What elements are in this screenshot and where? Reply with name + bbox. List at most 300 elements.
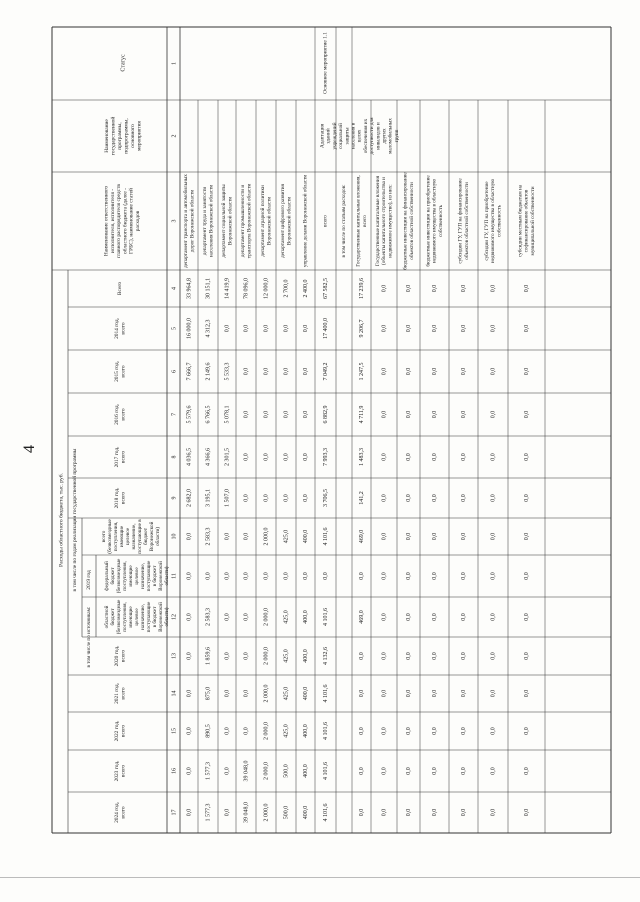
column-number: 4 — [171, 287, 178, 290]
cell-value: 7 993,3 — [322, 448, 329, 466]
cell-value: 67 582,5 — [322, 278, 329, 299]
header-2019-regional-line: имеющие — [128, 606, 135, 628]
cell-value: 0,0 — [460, 727, 467, 735]
row-responsible-line: населения Воронежской области — [208, 184, 215, 258]
header-program-name-line: основного — [129, 124, 136, 148]
header-y2023-line: 2023 год, — [113, 760, 120, 782]
header-total — [117, 282, 123, 296]
header-y2014 — [114, 317, 127, 338]
cell-value: 30 151,1 — [205, 278, 212, 299]
cell-value: 0,0 — [381, 767, 388, 775]
header-y2020-line: 2020 год, — [113, 645, 120, 667]
cell-value: 0,0 — [490, 767, 497, 775]
cell-value: 0,0 — [405, 808, 412, 817]
cell-value: 0,0 — [243, 613, 250, 621]
header-y2018 — [114, 487, 127, 508]
cell-value: 0,0 — [224, 613, 231, 621]
row-program-name-line: населения в — [350, 122, 357, 150]
header-2019-federal-line: области) — [164, 566, 171, 586]
header-2019-federal-line: поступления, — [122, 561, 129, 591]
row-responsible-line: субсидии ГУ, ГУП на финансирование — [457, 178, 464, 264]
header-y2020 — [114, 645, 127, 666]
row-responsible-line: в том числе по статьям расходов: — [341, 184, 348, 258]
cell-value: 0,0 — [186, 689, 193, 698]
cell-value: 0,0 — [490, 324, 497, 333]
cell-value: 2 700,0 — [283, 279, 290, 298]
header-2019-federal-line: назначение, — [140, 562, 147, 590]
cell-value: 0,0 — [283, 453, 290, 461]
page-number: 4 — [21, 445, 38, 453]
cell-value: 0,0 — [523, 689, 530, 698]
cell-value: 14 419,9 — [224, 278, 231, 299]
cell-value: 0,0 — [490, 808, 497, 817]
cell-value: 0,0 — [243, 453, 250, 461]
cell-value: 0,0 — [405, 453, 412, 461]
header-y2017 — [114, 446, 127, 467]
cell-value: 0,0 — [490, 367, 497, 376]
row-responsible-line: департамент труда и занятости — [202, 186, 209, 256]
header-status-line: Статус — [120, 54, 127, 72]
row-responsible-line: собственность — [496, 204, 503, 238]
header-2019-federal-line: поступающие — [146, 560, 153, 592]
cell-value: 0,0 — [405, 572, 412, 580]
cell-value: 0,0 — [405, 652, 412, 660]
cell-value: 0,0 — [283, 410, 290, 419]
row-program-name-line: Адаптация — [319, 124, 326, 148]
row-responsible — [402, 172, 415, 270]
header-responsible — [103, 184, 141, 258]
cell-value: 0,0 — [381, 613, 388, 621]
column-number: 14 — [171, 690, 178, 697]
cell-value: 400,0 — [302, 805, 309, 820]
cell-value: 0,0 — [322, 572, 329, 580]
cell-value: 0,0 — [431, 689, 438, 698]
cell-value: 0,0 — [381, 532, 388, 541]
header-2019-regional-line: поступления, — [122, 602, 129, 632]
header-y2014-line: 2014 год, — [113, 318, 120, 339]
cell-value: 6 882,9 — [322, 405, 329, 424]
cell-value: 400,0 — [302, 764, 309, 778]
header-y2017-line: 2017 год, — [113, 446, 120, 468]
row-responsible-line: всего — [322, 215, 329, 227]
column-number: 2 — [171, 134, 178, 138]
header-y2018-line: всего — [120, 491, 127, 505]
cell-value: 0,0 — [460, 494, 467, 502]
cell-value: 3 195,1 — [205, 489, 212, 507]
cell-value: 0,0 — [460, 572, 467, 580]
cell-value: 4 312,3 — [205, 319, 212, 338]
cell-value: 0,0 — [490, 727, 497, 735]
cell-value: 0,0 — [224, 689, 231, 698]
cell-value: 141,2 — [358, 491, 365, 505]
row-responsible-line: субсидии ГУ, ГУП на приобретение — [483, 181, 490, 261]
row-responsible-line: департамент аграрной политики — [260, 185, 267, 257]
row-responsible — [483, 179, 502, 263]
row-responsible-line: Государственные капитальные вложения — [374, 175, 381, 267]
header-y2015 — [114, 360, 127, 381]
cell-value: 0,0 — [224, 532, 231, 541]
header-program-name-line: государственной — [110, 116, 117, 156]
row-responsible — [202, 185, 214, 257]
header-2019-total-line: поступления, — [113, 521, 120, 552]
header-responsible-line: главного распорядителя средств — [116, 184, 123, 258]
cell-value: 0,0 — [186, 532, 193, 541]
row-responsible — [279, 184, 292, 258]
row-responsible-line: департамент промышленности и — [240, 184, 247, 258]
cell-value: 0,0 — [490, 613, 497, 621]
header-y2023-line: всего — [120, 764, 127, 778]
header-y2021-line: 2021 год, — [113, 683, 120, 704]
cell-value: 4 101,6 — [322, 608, 329, 626]
column-number: 1 — [171, 62, 178, 65]
row-responsible-line: Воронежской области — [266, 196, 273, 246]
row-responsible — [259, 185, 272, 257]
cell-value: 0,0 — [381, 652, 388, 660]
row-responsible-line: департамент социальной защиты — [221, 184, 228, 258]
cell-value: 2 000,0 — [263, 762, 270, 780]
cell-value: 0,0 — [523, 808, 530, 817]
cell-value: 1 577,3 — [205, 762, 212, 780]
header-y2016 — [114, 403, 127, 424]
cell-value: 5 078,1 — [224, 405, 231, 424]
cell-value: 0,0 — [460, 808, 467, 817]
header-y2024-line: 2024 год, — [113, 802, 120, 823]
cell-value: 469,0 — [358, 529, 365, 544]
header-2019-regional-line: Воронежской — [158, 602, 165, 632]
row-program-name-line: защиты — [344, 127, 351, 145]
cell-value: 0,0 — [405, 324, 412, 333]
cell-value: 500,0 — [283, 805, 290, 820]
cell-value: 0,0 — [523, 367, 530, 376]
row-responsible-line: софинансирование объектов — [523, 189, 530, 253]
column-number: 16 — [171, 768, 178, 774]
row-responsible — [240, 184, 252, 259]
cell-value: 0,0 — [186, 808, 193, 817]
cell-value: 0,0 — [224, 727, 231, 735]
row-responsible — [356, 175, 368, 266]
cell-value: 0,0 — [381, 410, 388, 419]
cell-value: 400,0 — [302, 610, 309, 624]
cell-value: 0,0 — [431, 532, 438, 541]
row-program-name-line: целях — [356, 129, 363, 143]
header-2019-federal-line: бюджет — [110, 567, 117, 585]
header-2019-total-line: назначение, — [131, 523, 138, 550]
cell-value: 0,0 — [460, 652, 467, 660]
cell-value: 0,0 — [243, 652, 250, 660]
column-number: 13 — [171, 653, 178, 659]
row-responsible-line: недвижимого имущества в областную — [431, 178, 438, 264]
header-responsible-line: областного бюджета (далее - — [122, 188, 129, 254]
row-responsible — [323, 215, 329, 227]
cell-value: 0,0 — [523, 410, 530, 419]
cell-value: 5 533,3 — [224, 362, 231, 381]
cell-value: 4 366,6 — [205, 448, 212, 466]
cell-value: 875,0 — [205, 686, 212, 701]
cell-value: 0,0 — [405, 689, 412, 698]
cell-value: 1 859,6 — [205, 647, 212, 665]
row-responsible-line: бюджетные инвестиции на финансирование — [402, 172, 409, 270]
cell-value: 0,0 — [263, 572, 270, 580]
cell-value: 0,0 — [490, 410, 497, 419]
cell-value: 0,0 — [490, 572, 497, 580]
cell-value: 0,0 — [381, 367, 388, 376]
cell-value: 4 101,6 — [322, 527, 329, 546]
cell-value: 1 507,0 — [224, 489, 231, 507]
header-2019-total-line: имеющие — [119, 525, 126, 548]
cell-value: 2 149,6 — [205, 362, 212, 381]
cell-value: 0,0 — [460, 689, 467, 698]
row-responsible — [516, 184, 535, 257]
cell-value: 2 000,0 — [263, 684, 270, 703]
cell-value: 0,0 — [523, 613, 530, 621]
cell-value: 2 682,0 — [186, 489, 193, 507]
row-program-name — [319, 117, 399, 155]
cell-value: 0,0 — [243, 324, 250, 333]
header-status — [120, 54, 126, 72]
cell-value: 0,0 — [358, 572, 365, 580]
cell-value: 4 101,6 — [322, 803, 329, 822]
row-responsible-line: собственность — [437, 204, 444, 238]
cell-value: 0,0 — [490, 532, 497, 541]
cell-value: 0,0 — [302, 367, 309, 376]
row-responsible-line: субсидии местным бюджетам на — [517, 184, 524, 258]
row-responsible-line: Воронежской области — [286, 196, 293, 246]
cell-value: 0,0 — [405, 367, 412, 376]
cell-value: 4 036,5 — [186, 448, 193, 466]
column-number: 9 — [171, 496, 178, 500]
cell-value: 400,0 — [302, 649, 309, 663]
row-responsible — [424, 175, 443, 267]
cell-value: 0,0 — [302, 453, 309, 461]
row-responsible-line: департамент цифрового развития — [280, 184, 287, 258]
row-program-name-line: учреждений — [331, 122, 338, 150]
cell-value: 0,0 — [523, 284, 530, 293]
header-program-name-line: Наименование — [103, 119, 110, 153]
cell-value: 0,0 — [460, 767, 467, 775]
row-responsible-line: транспорта Воронежской области — [246, 183, 253, 259]
header-responsible-line: Наименование ответственного — [103, 185, 110, 257]
cell-value: 0,0 — [460, 367, 467, 376]
header-2019-regional-line: в бюджет — [152, 606, 159, 628]
cell-value: 0,0 — [358, 808, 365, 817]
header-y2021-line: всего — [120, 687, 127, 700]
cell-value: 4 101,6 — [322, 722, 329, 740]
cell-value: 1 577,3 — [205, 803, 212, 822]
header-2019-total-line: бюджет — [143, 528, 150, 545]
cell-value: 4 132,6 — [322, 647, 329, 665]
header-y2016-line: 2016 год, — [113, 404, 120, 425]
cell-value: 7 666,7 — [186, 362, 193, 381]
cell-value: 500,0 — [283, 764, 290, 778]
cell-value: 0,0 — [224, 652, 231, 660]
cell-value: 0,0 — [431, 453, 438, 461]
cell-value: 4 101,6 — [322, 762, 329, 780]
cell-value: 0,0 — [405, 767, 412, 775]
cell-value: 0,0 — [460, 453, 467, 461]
row-program-name-line: других — [381, 128, 388, 144]
cell-value: 0,0 — [243, 410, 250, 419]
column-number: 3 — [171, 219, 178, 223]
row-program-name-line: обеспечения их — [362, 118, 369, 154]
header-y2020-line: всего — [120, 649, 127, 663]
header-responsible-line: ГРБС), наименование статей — [128, 188, 135, 254]
row-program-name-line: групп — [393, 129, 400, 143]
cell-value: 2 301,5 — [224, 448, 231, 466]
column-number: 8 — [171, 455, 178, 459]
row-responsible — [182, 174, 195, 268]
row-responsible-line: муниципальной собственности — [529, 186, 536, 256]
header-2019-federal-line: целевое — [134, 567, 141, 585]
cell-value: 0,0 — [431, 494, 438, 502]
cell-value: 425,0 — [283, 529, 290, 544]
cell-value: 12 000,0 — [263, 278, 270, 299]
row-program-name-line: зданий — [325, 128, 332, 144]
header-2019-federal-line: федеральный — [104, 561, 111, 591]
cell-value: 0,0 — [186, 572, 193, 580]
column-number: 17 — [171, 809, 178, 816]
row-program-name-line: социальной — [338, 123, 345, 149]
cell-value: 0,0 — [523, 494, 530, 502]
row-responsible-line: объектов областной собственности — [463, 182, 470, 260]
header-y2023 — [114, 760, 127, 781]
cell-value: 0,0 — [205, 572, 212, 580]
cell-value: 0,0 — [243, 727, 250, 735]
header-y2022-line: всего — [120, 724, 127, 738]
cell-value: 0,0 — [460, 532, 467, 541]
cell-value: 0,0 — [283, 367, 290, 376]
cell-value: 2 000,0 — [263, 803, 270, 822]
header-y2024 — [114, 801, 127, 822]
column-number: 7 — [171, 413, 178, 416]
cell-value: 0,0 — [243, 572, 250, 580]
header-2019-total-line: поступающие в — [137, 519, 144, 554]
header-2019-total-line: целевое — [125, 527, 132, 546]
cell-value: 3 706,5 — [322, 489, 329, 507]
cell-value: 0,0 — [381, 284, 388, 293]
cell-value: 1 483,3 — [358, 448, 365, 466]
cell-value: 39 048,0 — [243, 802, 250, 823]
cell-value: 2 000,0 — [263, 608, 270, 626]
header-2019-total-line: (безвозмездные — [107, 519, 114, 554]
cell-value: 0,0 — [358, 689, 365, 698]
cell-value: 2 000,0 — [263, 647, 270, 665]
header-y2015-line: всего — [120, 365, 127, 378]
cell-value: 78 096,0 — [243, 278, 250, 299]
row-responsible-line: департамент транспорта и автомобильных — [183, 174, 190, 268]
cell-value: 17 239,6 — [358, 278, 365, 299]
year-2019-header: 2019 год — [86, 570, 93, 590]
column-number: 11 — [171, 573, 178, 579]
header-y2015-line: 2015 год, — [113, 361, 120, 382]
cell-value: 400,0 — [302, 724, 309, 738]
cell-value: 0,0 — [243, 494, 250, 502]
row-responsible — [341, 184, 347, 258]
header-2019-regional-line: назначение, — [140, 603, 147, 631]
row-status-line: Основное мероприятие 1.1 — [322, 32, 329, 94]
cell-value: 0,0 — [523, 652, 530, 660]
row-program-name-line: инвалидов и — [375, 122, 382, 150]
cell-value: 0,0 — [490, 652, 497, 660]
cell-value: 0,0 — [358, 767, 365, 775]
cell-value: 0,0 — [263, 410, 270, 419]
header-responsible-line: исполнителя, исполнителя - — [109, 188, 116, 254]
header-2019-federal-line: Воронежской — [158, 561, 165, 591]
header-y2022 — [114, 720, 127, 741]
cell-value: 2 400,0 — [302, 279, 309, 298]
header-y2021 — [114, 682, 127, 703]
cell-value: 0,0 — [431, 808, 438, 817]
cell-value: 0,0 — [224, 767, 231, 775]
header-2019-total-line: Воронежской — [149, 521, 156, 552]
header-program-name-line: программы, — [116, 122, 123, 150]
header-2019-federal-line: в бюджет — [152, 565, 159, 587]
header-y2014-line: всего — [120, 322, 127, 335]
cell-value: 0,0 — [381, 453, 388, 461]
header-y2017-line: всего — [120, 450, 127, 464]
header-y2016-line: всего — [120, 408, 127, 421]
row-responsible-line: управление делами Воронежской области — [302, 174, 309, 268]
row-responsible-line: (объекты капитального строительства и — [381, 177, 388, 265]
row-responsible-line: недвижимого имущества в областную — [490, 178, 497, 264]
column-number: 15 — [171, 728, 178, 734]
cell-value: 0,0 — [381, 808, 388, 817]
cell-value: 0,0 — [243, 532, 250, 541]
cell-value: 0,0 — [186, 652, 193, 660]
cell-value: 0,0 — [431, 324, 438, 333]
cell-value: 0,0 — [431, 284, 438, 293]
cell-value: 0,0 — [405, 532, 412, 541]
cell-value: 0,0 — [460, 613, 467, 621]
cell-value: 400,0 — [302, 529, 309, 544]
cell-value: 0,0 — [381, 727, 388, 735]
row-responsible-line: Воронежской области — [227, 196, 234, 246]
cell-value: 0,0 — [358, 652, 365, 660]
expenses-title: Расходы областного бюджета, тыс. руб. — [58, 473, 65, 567]
cell-value: 0,0 — [431, 613, 438, 621]
row-responsible-line: Государственные капитальные вложения, — [355, 175, 362, 267]
row-responsible — [375, 175, 393, 266]
header-2019-federal — [103, 558, 170, 593]
cell-value: 4 101,6 — [322, 684, 329, 703]
cell-value: 425,0 — [283, 649, 290, 663]
cell-value: 0,0 — [381, 572, 388, 580]
cell-value: 16 000,0 — [186, 318, 193, 339]
cell-value: 0,0 — [405, 410, 412, 419]
cell-value: 0,0 — [460, 284, 467, 293]
cell-value: 0,0 — [490, 453, 497, 461]
header-2019-federal-line: (безвозмездные — [116, 558, 123, 594]
cell-value: 0,0 — [405, 494, 412, 502]
cell-value: 0,0 — [263, 453, 270, 461]
cell-value: 0,0 — [186, 613, 193, 621]
column-number: 6 — [171, 370, 178, 373]
cell-value: 0,0 — [224, 572, 231, 580]
header-2019-regional-line: целевое — [134, 608, 141, 626]
cell-value: 0,0 — [523, 572, 530, 580]
by-sources-header: в том числе по источникам: — [86, 606, 93, 668]
cell-value: 0,0 — [302, 324, 309, 333]
cell-value: 0,0 — [523, 727, 530, 735]
cell-value: 2 583,3 — [205, 608, 212, 626]
header-program-name-line: подпрограммы, — [123, 118, 130, 154]
cell-value: 1 247,5 — [358, 362, 365, 381]
cell-value: 0,0 — [224, 808, 231, 817]
header-2019-regional-line: областной — [104, 605, 111, 629]
cell-value: 0,0 — [302, 410, 309, 419]
header-y2018-line: 2018 год, — [113, 487, 120, 509]
cell-value: 0,0 — [523, 532, 530, 541]
row-responsible-line: недвижимое имущество), из них: — [387, 184, 394, 258]
